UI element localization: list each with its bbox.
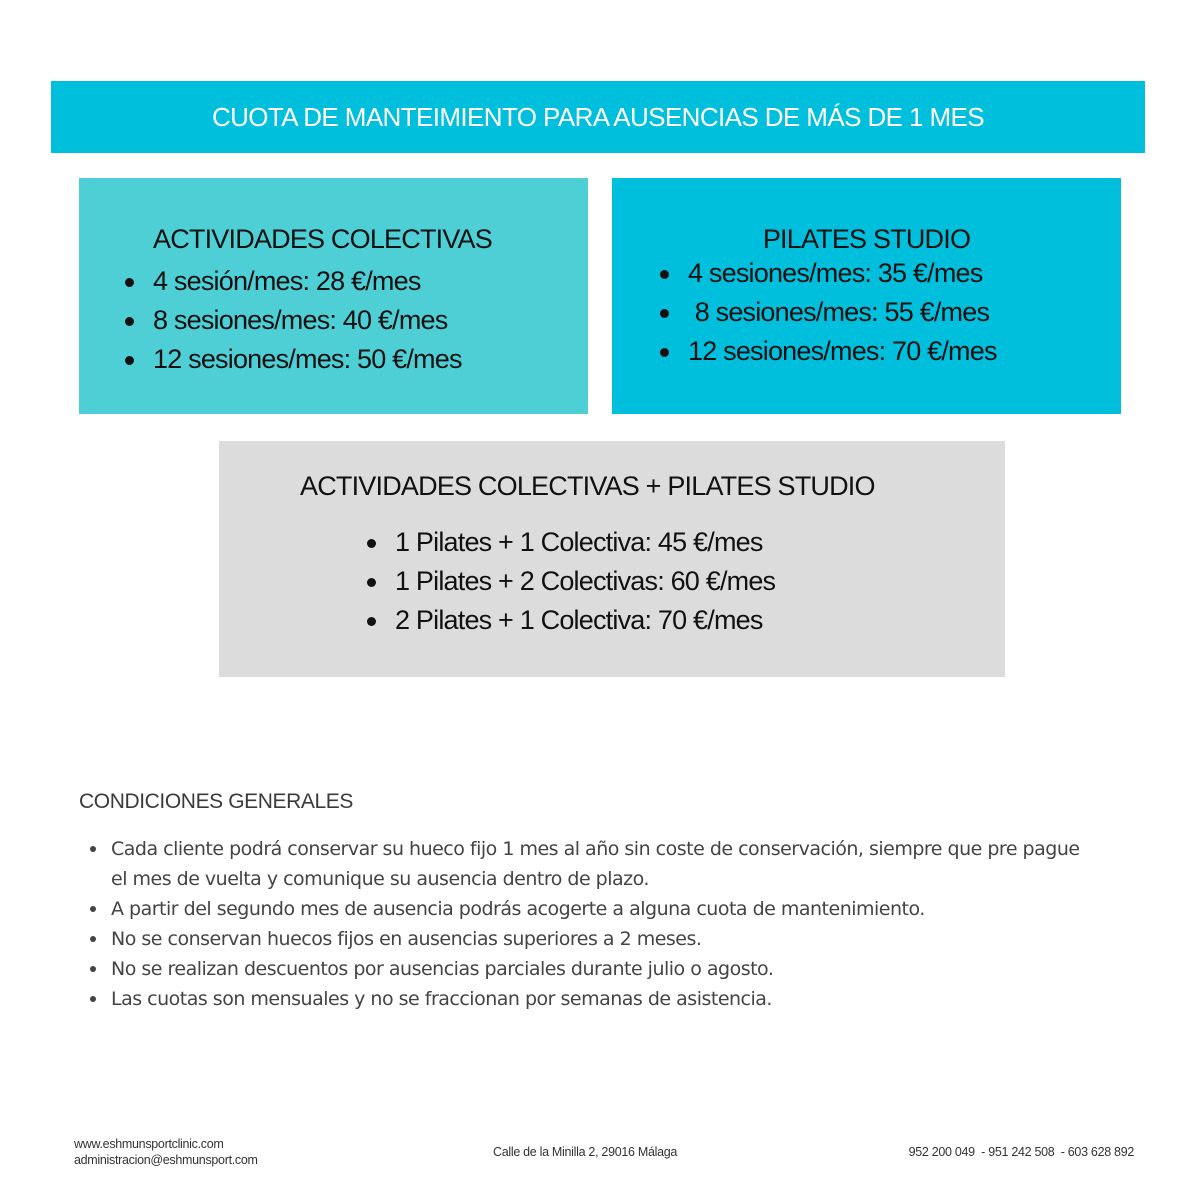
price-item bbox=[367, 601, 775, 640]
bullet-icon bbox=[367, 539, 376, 548]
conditions-list bbox=[88, 834, 1098, 1014]
colectivas-price-box bbox=[79, 178, 588, 414]
combo-price-box bbox=[219, 441, 1005, 677]
header-banner bbox=[51, 81, 1145, 153]
combo-price-list bbox=[367, 523, 775, 640]
price-item-text: 8 sesiones/mes: 40 €/mes bbox=[153, 305, 448, 335]
page-title: CUOTA DE MANTEIMIENTO PARA AUSENCIAS DE MÁS DE 1 MES bbox=[211, 101, 985, 132]
bullet-icon bbox=[660, 309, 669, 318]
condition-text: No se conservan huecos fijos en ausencias superiores a 2 meses. bbox=[111, 928, 702, 950]
condition-text: No se realizan descuentos por ausencias parciales durante julio o agosto. bbox=[111, 958, 774, 980]
price-item-text: 1 Pilates + 2 Colectivas: 60 €/mes bbox=[395, 566, 776, 596]
price-item-text: 4 sesión/mes: 28 €/mes bbox=[153, 266, 421, 296]
price-item-text: 12 sesiones/mes: 50 €/mes bbox=[153, 344, 462, 374]
price-item-text: 4 sesiones/mes: 35 €/mes bbox=[688, 258, 983, 288]
email-link[interactable]: administracion@eshmunsport.com bbox=[74, 1153, 258, 1167]
footer-phones: 952 200 049 - 951 242 508 - 603 628 892 bbox=[908, 1145, 1134, 1159]
condition-item bbox=[88, 924, 1098, 954]
price-item bbox=[367, 523, 775, 562]
price-item-text: 8 sesiones/mes: 55 €/mes bbox=[688, 297, 990, 327]
bullet-icon bbox=[125, 278, 134, 287]
price-item bbox=[660, 254, 997, 293]
price-item bbox=[125, 262, 462, 301]
pilates-price-box bbox=[612, 178, 1121, 414]
condition-text: Cada cliente podrá conservar su hueco fijo 1 mes al año sin coste de conservación, siempre que pre pague el mes de vuelta y comunique su ausencia dentro de plazo. bbox=[111, 838, 1080, 890]
price-item bbox=[367, 562, 775, 601]
bullet-icon bbox=[660, 348, 669, 357]
bullet-icon bbox=[90, 996, 96, 1002]
conditions-heading: CONDICIONES GENERALES bbox=[79, 790, 353, 813]
pilates-price-list bbox=[660, 254, 997, 371]
bullet-icon bbox=[367, 617, 376, 626]
condition-item bbox=[88, 984, 1098, 1014]
bullet-icon bbox=[90, 906, 96, 912]
price-item bbox=[660, 293, 997, 332]
price-item-text: 1 Pilates + 1 Colectiva: 45 €/mes bbox=[395, 527, 763, 557]
colectivas-price-list bbox=[125, 262, 462, 379]
bullet-icon bbox=[660, 270, 669, 279]
bullet-icon bbox=[90, 966, 96, 972]
bullet-icon bbox=[125, 356, 134, 365]
bullet-icon bbox=[367, 578, 376, 587]
condition-item bbox=[88, 954, 1098, 984]
footer-address: Calle de la Minilla 2, 29016 Málaga bbox=[493, 1145, 678, 1159]
condition-item bbox=[88, 894, 1098, 924]
condition-text: Las cuotas son mensuales y no se fraccionan por semanas de asistencia. bbox=[111, 988, 772, 1010]
footer-contact bbox=[74, 1136, 258, 1168]
condition-item bbox=[88, 834, 1098, 894]
bullet-icon bbox=[125, 317, 134, 326]
condition-text: A partir del segundo mes de ausencia podrás acogerte a alguna cuota de mantenimiento. bbox=[111, 898, 925, 920]
price-item-text: 12 sesiones/mes: 70 €/mes bbox=[688, 336, 997, 366]
price-item bbox=[125, 340, 462, 379]
website-link[interactable]: www.eshmunsportclinic.com bbox=[74, 1137, 224, 1151]
combo-title: ACTIVIDADES COLECTIVAS + PILATES STUDIO bbox=[300, 471, 875, 501]
price-item bbox=[125, 301, 462, 340]
bullet-icon bbox=[90, 846, 96, 852]
bullet-icon bbox=[90, 936, 96, 942]
colectivas-title: ACTIVIDADES COLECTIVAS bbox=[153, 224, 492, 254]
price-item bbox=[660, 332, 997, 371]
pilates-title: PILATES STUDIO bbox=[762, 224, 971, 254]
price-item-text: 2 Pilates + 1 Colectiva: 70 €/mes bbox=[395, 605, 763, 635]
